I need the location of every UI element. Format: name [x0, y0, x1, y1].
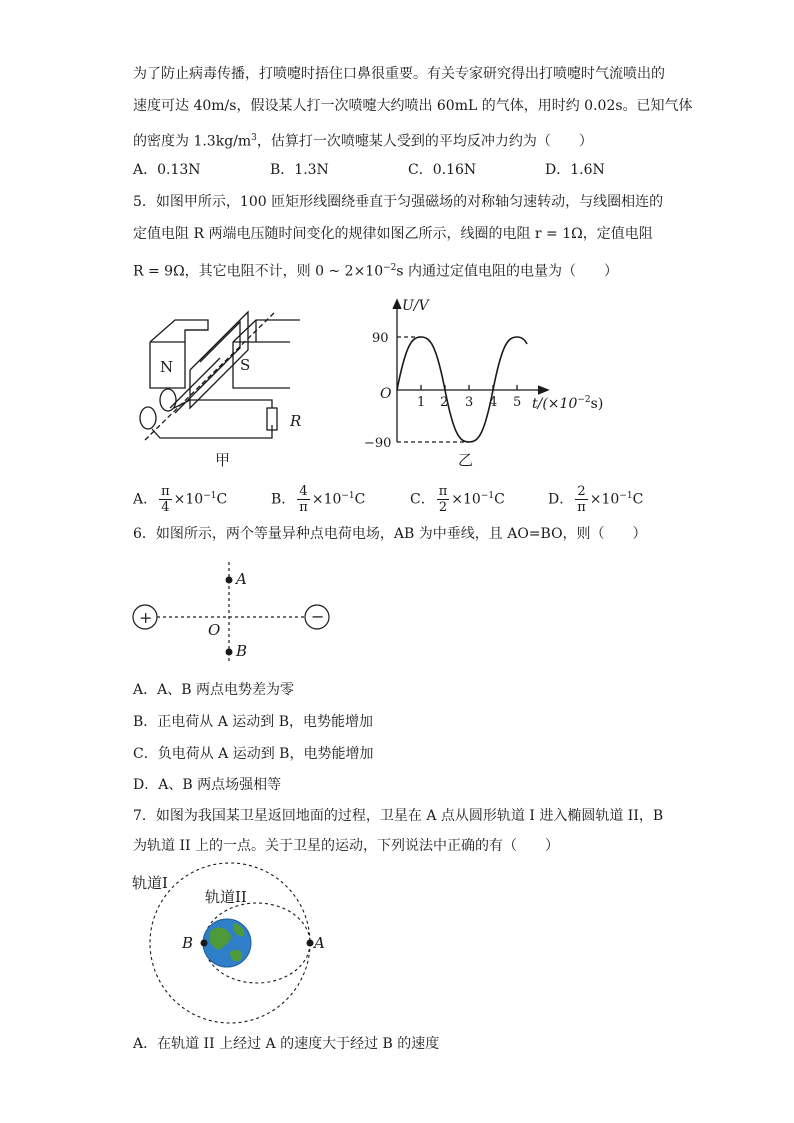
plus-charge-symbol: + [139, 608, 153, 627]
fraction [575, 484, 588, 515]
y-tick-negative: −90 [364, 436, 392, 451]
x-axis-label-text: t/(×10 [532, 396, 578, 412]
q5-option-c-unit: C [494, 491, 505, 508]
figure-yi-graph [362, 292, 632, 477]
q5-option-c-sup: −1 [480, 490, 495, 501]
q5-option-b [271, 484, 365, 515]
q5-option-a-tail: ×10 [173, 491, 204, 508]
x-tick-1: 1 [417, 395, 426, 410]
figure-orbits [130, 868, 340, 1028]
q5-option-b-letter: B． [271, 491, 296, 508]
x-axis-label [532, 395, 603, 412]
q4-option-c: C．0.16N [408, 162, 477, 178]
y-tick-positive: 90 [372, 331, 389, 346]
fraction [159, 484, 172, 515]
q4-option-b: B．1.3N [270, 162, 329, 178]
fraction [437, 484, 450, 515]
q5-option-c-tail: ×10 [451, 491, 481, 508]
q4-line-3-tail: ，估算打一次喷嚏某人受到的平均反冲力约为（ ） [256, 133, 593, 150]
point-o-label: O [208, 621, 221, 639]
magnet-s-label: S [240, 356, 251, 374]
q5-option-a-letter: A． [133, 491, 158, 508]
x-tick-3: 3 [465, 395, 474, 410]
fraction-denominator: π [299, 500, 308, 515]
point-a-label: A [314, 934, 325, 952]
orbit-1-label: 轨道I [132, 874, 168, 892]
orbit-2-label: 轨道II [205, 888, 247, 906]
point-b-label: B [182, 934, 194, 952]
q5-option-d [548, 484, 643, 515]
fraction-numerator: 4 [299, 484, 308, 499]
q5-option-b-unit: C [354, 491, 366, 508]
q4-line-1: 为了防止病毒传播，打喷嚏时捂住口鼻很重要。有关专家研究得出打喷嚏时气流喷出的 [133, 66, 665, 82]
x-tick-4: 4 [489, 395, 498, 410]
magnet-n-label: N [160, 358, 174, 376]
q5-line-3 [133, 258, 618, 282]
q4-option-a: A．0.13N [133, 162, 201, 178]
q6-option-c: C．负电荷从 A 运动到 B，电势能增加 [133, 746, 374, 762]
q5-option-a-unit: C [216, 491, 228, 508]
y-axis-label: U/V [402, 298, 429, 314]
fraction-numerator: π [161, 484, 170, 499]
q4-line-3 [133, 128, 593, 152]
x-tick-2: 2 [440, 395, 449, 410]
q6-line-1: 6．如图所示，两个等量异种点电荷电场，AB 为中垂线，且 AO=BO，则（ ） [133, 526, 647, 542]
figure-yi-caption: 乙 [458, 451, 474, 469]
q5-line-3-sup: −2 [383, 263, 397, 273]
resistor-r-label: R [290, 412, 302, 430]
fraction [297, 484, 310, 515]
q5-option-d-sup: −1 [619, 490, 633, 501]
figure-charges [128, 562, 338, 672]
q5-option-d-unit: C [632, 491, 644, 508]
q5-option-d-letter: D． [548, 491, 574, 508]
x-axis-label-sup: −2 [577, 395, 591, 405]
q5-line-1: 5．如图甲所示，100 匝矩形线圈绕垂直于匀强磁场的对称轴匀速转动，与线圈相连的 [133, 194, 664, 210]
fraction-numerator: 2 [577, 484, 586, 499]
point-a-label: A [236, 570, 247, 588]
q5-option-d-tail: ×10 [589, 491, 620, 508]
q5-line-3-tail: s 内通过定值电阻的电量为（ ） [396, 263, 619, 280]
q6-option-a: A．A、B 两点电势差为零 [133, 682, 294, 698]
q4-line-3-sup: 3 [251, 133, 257, 143]
q6-option-b: B．正电荷从 A 运动到 B，电势能增加 [133, 714, 374, 730]
origin-label: O [380, 386, 392, 402]
q5-option-a [133, 484, 227, 515]
q7-line-1: 7．如图为我国某卫星返回地面的过程，卫星在 A 点从圆形轨道 I 进入椭圆轨道 II，B [133, 808, 664, 824]
q5-option-a-sup: −1 [203, 490, 217, 501]
q4-line-3-text: 的密度为 1.3kg/m [133, 133, 252, 150]
x-tick-5: 5 [513, 395, 522, 410]
fraction-denominator: π [577, 500, 586, 515]
q5-option-c-letter: C． [410, 491, 435, 508]
fraction-denominator: 2 [438, 500, 448, 515]
q7-option-a: A．在轨道 II 上经过 A 的速度大于经过 B 的速度 [133, 1036, 440, 1052]
minus-charge-symbol: − [311, 607, 325, 626]
q5-line-3-text: R = 9Ω，其它电阻不计，则 0 ~ 2×10 [133, 263, 384, 280]
q4-line-2: 速度可达 40m/s，假设某人打一次喷嚏大约喷出 60mL 的气体，用时约 0.02s。已知气体 [133, 98, 693, 114]
fraction-numerator: π [438, 484, 448, 499]
q5-option-b-tail: ×10 [311, 491, 342, 508]
q7-line-2: 为轨道 II 上的一点。关于卫星的运动，下列说法中正确的有（ ） [133, 838, 559, 854]
q4-option-d: D．1.6N [545, 162, 605, 178]
q6-option-d: D．A、B 两点场强相等 [133, 777, 282, 793]
q5-option-b-sup: −1 [341, 490, 355, 501]
x-axis-label-end: s) [590, 396, 604, 412]
figure-jia-caption: 甲 [215, 451, 231, 469]
fraction-denominator: 4 [161, 500, 170, 515]
q5-line-2: 定值电阻 R 两端电压随时间变化的规律如图乙所示，线圈的电阻 r = 1Ω，定值电阻 [133, 226, 653, 242]
figure-jia-generator [130, 300, 330, 475]
point-b-label: B [236, 642, 248, 660]
q5-option-c [410, 484, 505, 515]
